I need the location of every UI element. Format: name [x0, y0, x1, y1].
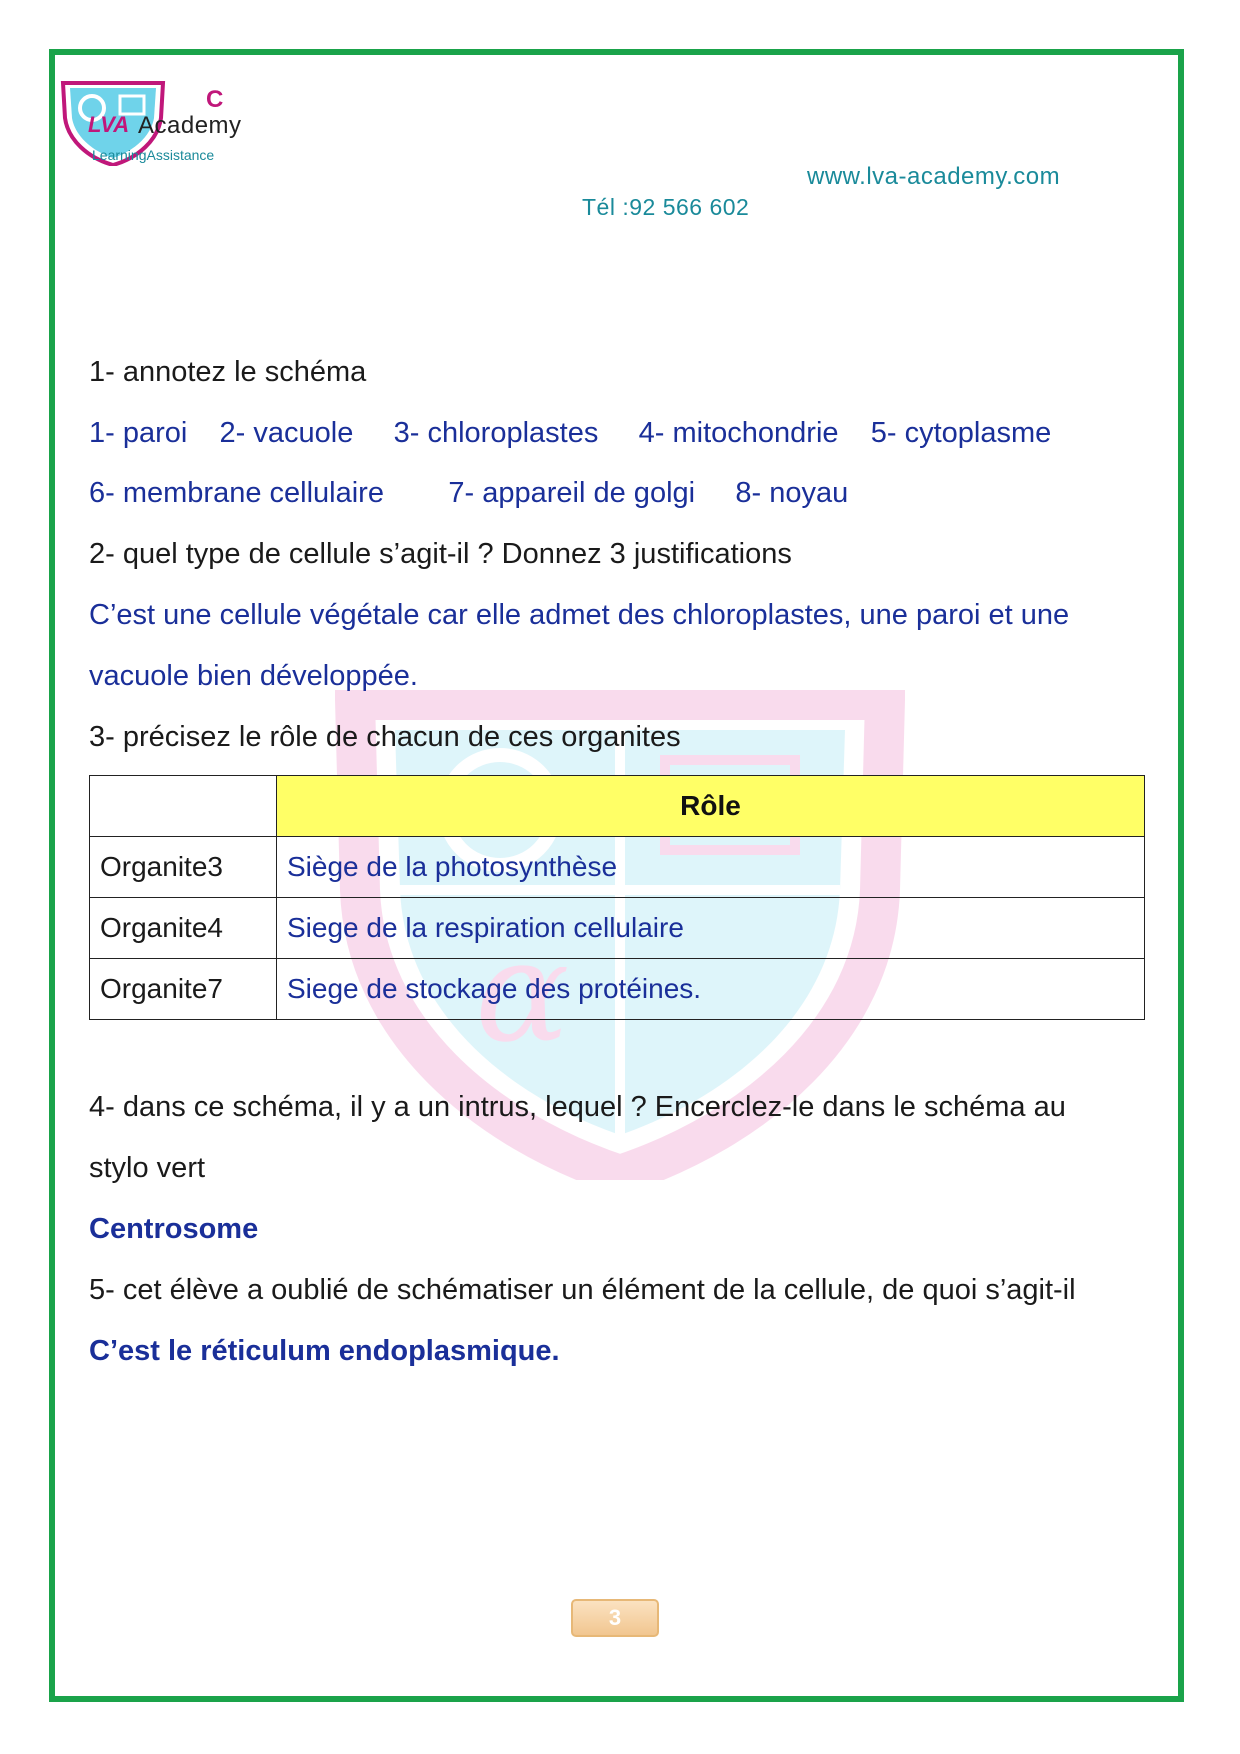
answer-4: Centrosome [89, 1213, 259, 1245]
logo-lva-text: LVA [88, 112, 130, 137]
question-4-line-1: 4- dans ce schéma, il y a un intrus, lequel ? Encerclez-le dans le schéma au [89, 1091, 1066, 1123]
question-3: 3- précisez le rôle de chacun de ces organites [89, 721, 681, 753]
logo-tagline: LearningAssistance [92, 147, 215, 163]
organelle-role-table [89, 775, 1145, 1020]
answer-2-line-1: C’est une cellule végétale car elle admet des chloroplastes, une paroi et une [89, 599, 1070, 631]
table-header-blank [90, 776, 277, 837]
organelle-label: Organite3 [90, 837, 277, 898]
logo-academy-text: Academy [138, 112, 242, 139]
question-5: 5- cet élève a oublié de schématiser un élément de la cellule, de quoi s’agit-il [89, 1274, 1076, 1306]
answer-2-line-2: vacuole bien développée. [89, 660, 418, 692]
answer-5: C’est le réticulum endoplasmique. [89, 1335, 560, 1367]
table-row [90, 959, 1145, 1020]
table-header-role: Rôle [277, 776, 1145, 837]
answer-1-line-1: 1- paroi 2- vacuole 3- chloroplastes 4- mitochondrie 5- cytoplasme [89, 417, 1052, 449]
table-row [90, 837, 1145, 898]
phone-number: Tél :92 566 602 [582, 194, 750, 220]
organelle-role: Siège de la photosynthèse [277, 837, 1145, 898]
svg-text:α: α [475, 911, 570, 1074]
website-link[interactable]: www.lva-academy.com [807, 163, 1061, 190]
organelle-label: Organite4 [90, 898, 277, 959]
question-4-line-2: stylo vert [89, 1152, 206, 1184]
answer-1-line-2: 6- membrane cellulaire 7- appareil de golgi 8- noyau [89, 477, 849, 509]
page-number: 3 [571, 1599, 659, 1637]
table-header-row [90, 776, 1145, 837]
table-row [90, 898, 1145, 959]
organelle-role: Siege de stockage des protéines. [277, 959, 1145, 1020]
question-2: 2- quel type de cellule s’agit-il ? Donnez 3 justifications [89, 538, 792, 570]
logo-letter-c: C [206, 86, 224, 113]
question-1: 1- annotez le schéma [89, 356, 367, 388]
organelle-role: Siege de la respiration cellulaire [277, 898, 1145, 959]
organelle-label: Organite7 [90, 959, 277, 1020]
